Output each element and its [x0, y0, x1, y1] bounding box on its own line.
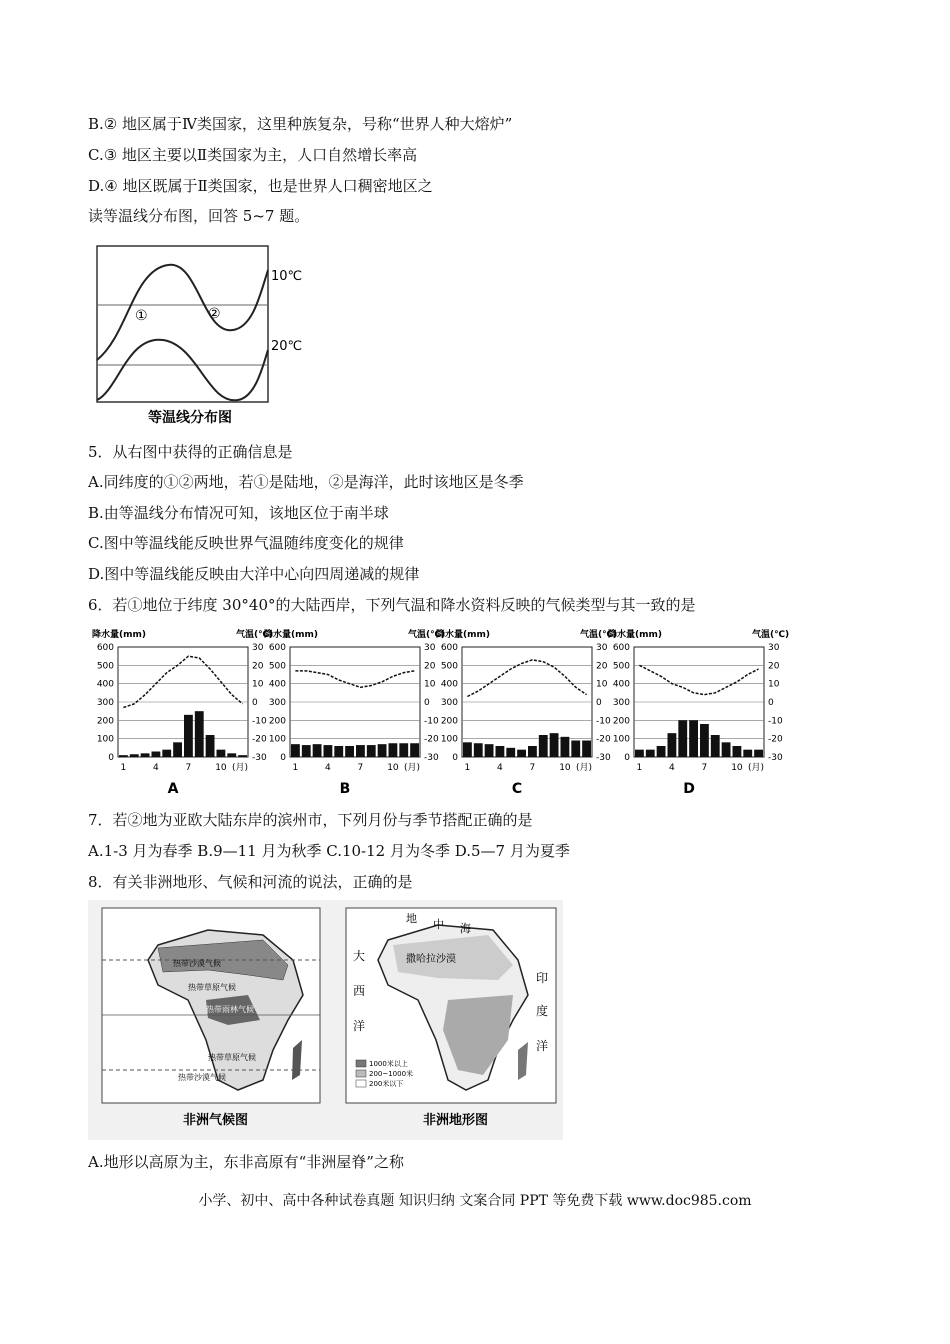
- precip-bar: [195, 711, 204, 757]
- temp-tick: -20: [252, 734, 267, 745]
- temp-tick: -30: [424, 753, 439, 763]
- precip-tick: 600: [268, 643, 286, 653]
- map-right-label-5: 西: [353, 984, 366, 998]
- map-right-label-sahara: 撒哈拉沙漠: [406, 954, 456, 965]
- isotherm-caption: 等温线分布图: [148, 410, 232, 426]
- precip-bar: [238, 755, 247, 757]
- precip-bar: [743, 750, 752, 757]
- temp-tick: 10: [252, 679, 264, 690]
- temp-tick: -10: [424, 716, 439, 727]
- precip-tick: 600: [612, 643, 630, 653]
- temp-tick: 30: [424, 643, 436, 653]
- q5-option-a: A.同纬度的①②两地，若①是陆地，②是海洋，此时该地区是冬季: [88, 473, 524, 491]
- precip-tick: 0: [280, 753, 286, 763]
- precip-bar: [722, 742, 731, 757]
- instruction-text: 读等温线分布图，回答 5~7 题。: [88, 207, 310, 225]
- temp-tick: 30: [252, 643, 264, 653]
- precip-bar: [367, 745, 376, 757]
- temp-tick: 10: [768, 679, 780, 690]
- temp-tick: 10: [596, 679, 608, 690]
- svg-text:200~1000米: 200~1000米: [369, 1070, 414, 1078]
- temp-tick: -20: [424, 734, 439, 745]
- temp-tick: -20: [596, 734, 611, 745]
- precip-tick: 300: [268, 698, 286, 708]
- precip-bar: [345, 746, 354, 757]
- map-left-label-5: 热带沙漠气候: [178, 1073, 226, 1082]
- temp-tick: -30: [596, 753, 611, 763]
- temp-tick: 0: [252, 698, 258, 708]
- month-tick: 10: [387, 763, 399, 773]
- month-tick: 1: [292, 763, 299, 773]
- precip-bar: [141, 753, 150, 757]
- precip-tick: 400: [612, 679, 630, 690]
- month-tick: 4: [325, 763, 331, 773]
- precip-bar: [217, 750, 226, 757]
- month-tick: 10: [731, 763, 743, 773]
- precip-axis-label: 降水量(mm): [264, 630, 318, 640]
- precip-bar: [528, 746, 537, 757]
- precip-tick: 200: [96, 716, 114, 727]
- precip-bar: [152, 752, 161, 758]
- precip-axis-label: 降水量(mm): [436, 630, 490, 640]
- precip-bar: [474, 743, 483, 757]
- map-right-label-4: 大: [353, 949, 366, 963]
- option-b-text: B.② 地区属于Ⅳ类国家，这里种族复杂，号称“世界人种大熔炉”: [88, 115, 513, 133]
- climate-charts-svg: [90, 625, 790, 797]
- precip-bar: [711, 735, 720, 757]
- precip-bar: [463, 742, 472, 757]
- temp-axis-label: 气温(℃): [408, 630, 446, 640]
- isotherm-figure: [88, 240, 318, 430]
- precip-tick: 300: [96, 698, 114, 708]
- temp-axis-label: 气温(℃): [752, 630, 790, 640]
- temp-line: [123, 656, 242, 707]
- month-tick: 4: [497, 763, 503, 773]
- q7-options: A.1-3 月为春季 B.9—11 月为秋季 C.10-12 月为冬季 D.5—7 月为夏季: [88, 842, 570, 860]
- precip-tick: 400: [440, 679, 458, 690]
- precip-tick: 200: [612, 716, 630, 727]
- temp-line: [295, 671, 414, 688]
- precip-bar: [561, 737, 570, 757]
- temp-tick: -10: [768, 716, 783, 727]
- temp-tick: -10: [596, 716, 611, 727]
- precip-bar: [733, 746, 742, 757]
- temp-tick: 30: [768, 643, 780, 653]
- month-tick: 7: [357, 763, 364, 773]
- precip-bar: [227, 753, 236, 757]
- temp-tick: -30: [768, 753, 783, 763]
- precip-bar: [378, 744, 387, 757]
- temp-tick: 0: [596, 698, 602, 708]
- isotherm-label-20: 20℃: [271, 339, 303, 354]
- svg-text:1000米以上: 1000米以上: [369, 1060, 408, 1068]
- precip-tick: 500: [440, 661, 458, 672]
- precip-bar: [313, 744, 322, 757]
- precip-bar: [635, 750, 644, 757]
- temp-tick: 10: [424, 679, 436, 690]
- temp-tick: 30: [596, 643, 608, 653]
- precip-tick: 300: [612, 698, 630, 708]
- temp-tick: 20: [768, 661, 780, 672]
- precip-tick: 500: [268, 661, 286, 672]
- precip-bar: [485, 744, 494, 757]
- map-right-label-6: 洋: [353, 1019, 366, 1033]
- month-tick: 1: [636, 763, 643, 773]
- precip-bar: [754, 750, 763, 757]
- climate-charts: [90, 625, 790, 797]
- map-right-label-1: 地: [406, 912, 417, 925]
- chart-title: D: [683, 781, 695, 797]
- precip-bar: [291, 744, 300, 757]
- question-6: 6．若①地位于纬度 30°40°的大陆西岸，下列气温和降水资料反映的气候类型与其一致的是: [88, 596, 696, 614]
- page-footer: 小学、初中、高中各种试卷真题 知识归纳 文案合同 PPT 等免费下载 www.doc985.com: [198, 1193, 752, 1209]
- precip-bar: [119, 755, 128, 757]
- precip-tick: 300: [440, 698, 458, 708]
- precip-bar: [324, 745, 333, 757]
- point-2-label: ②: [208, 306, 221, 322]
- month-tick: 7: [185, 763, 192, 773]
- precip-bar: [517, 750, 526, 757]
- map-right-label-8: 度: [536, 1004, 549, 1018]
- precip-bar: [700, 724, 709, 757]
- temp-tick: -10: [252, 716, 267, 727]
- precip-tick: 0: [624, 753, 630, 763]
- chart-title: B: [339, 781, 351, 797]
- q5-option-b: B.由等温线分布情况可知，该地区位于南半球: [88, 504, 389, 522]
- temp-tick: 0: [768, 698, 774, 708]
- temp-axis-label: 气温(℃): [236, 630, 274, 640]
- precip-bar: [550, 733, 559, 757]
- precip-bar: [389, 743, 398, 757]
- map-left-label-4: 热带草原气候: [208, 1053, 256, 1062]
- month-unit: (月): [747, 763, 765, 773]
- precip-bar: [302, 745, 311, 757]
- precip-bar: [689, 720, 698, 757]
- map-right-caption: 非洲地形图: [423, 1113, 489, 1128]
- precip-tick: 400: [96, 679, 114, 690]
- precip-bar: [130, 754, 139, 757]
- month-tick: 4: [153, 763, 159, 773]
- precip-tick: 600: [440, 643, 458, 653]
- chart-title: A: [167, 781, 179, 797]
- q8-option-a: A.地形以高原为主，东非高原有“非洲屋脊”之称: [88, 1153, 404, 1171]
- chart-title: C: [511, 781, 523, 797]
- precip-tick: 100: [96, 734, 114, 745]
- precip-tick: 600: [96, 643, 114, 653]
- map-left-label-2: 热带草原气候: [188, 983, 236, 992]
- temp-line: [639, 665, 758, 694]
- precip-tick: 200: [440, 716, 458, 727]
- point-1-label: ①: [135, 308, 148, 324]
- precip-tick: 100: [440, 734, 458, 745]
- q5-option-c: C.图中等温线能反映世界气温随纬度变化的规律: [88, 534, 404, 552]
- map-right-label-3: 海: [460, 922, 471, 935]
- month-tick: 7: [701, 763, 708, 773]
- precip-bar: [506, 748, 515, 757]
- month-tick: 10: [559, 763, 571, 773]
- precip-bar: [539, 735, 548, 757]
- precip-bar: [173, 742, 182, 757]
- q5-option-d: D.图中等温线能反映由大洋中心向四周递减的规律: [88, 565, 420, 583]
- month-unit: (月): [575, 763, 593, 773]
- map-right-label-2: 中: [433, 918, 444, 931]
- precip-bar: [184, 715, 193, 757]
- map-right-label-9: 洋: [536, 1039, 549, 1053]
- temp-tick: -30: [252, 753, 267, 763]
- month-tick: 7: [529, 763, 536, 773]
- month-unit: (月): [231, 763, 249, 773]
- map-right-label-7: 印: [536, 971, 549, 985]
- precip-bar: [678, 720, 687, 757]
- precip-tick: 0: [108, 753, 114, 763]
- precip-bar: [571, 741, 580, 758]
- temp-tick: 0: [424, 698, 430, 708]
- isotherm-label-10: 10℃: [271, 269, 303, 284]
- map-left-label-3: 热带雨林气候: [206, 1005, 254, 1014]
- precip-axis-label: 降水量(mm): [608, 630, 662, 640]
- precip-bar: [582, 741, 591, 758]
- temp-tick: 20: [596, 661, 608, 672]
- map-left-caption: 非洲气候图: [183, 1113, 249, 1128]
- option-c-text: C.③ 地区主要以Ⅱ类国家为主，人口自然增长率高: [88, 146, 418, 164]
- precip-bar: [646, 750, 655, 757]
- question-5: 5．从右图中获得的正确信息是: [88, 443, 293, 461]
- precip-bar: [668, 733, 677, 757]
- question-8: 8．有关非洲地形、气候和河流的说法，正确的是: [88, 873, 413, 891]
- month-tick: 10: [215, 763, 227, 773]
- precip-tick: 100: [268, 734, 286, 745]
- month-tick: 4: [669, 763, 675, 773]
- svg-text:200米以下: 200米以下: [369, 1080, 404, 1088]
- precip-tick: 500: [96, 661, 114, 672]
- precip-tick: 100: [612, 734, 630, 745]
- precip-tick: 0: [452, 753, 458, 763]
- precip-bar: [334, 746, 343, 757]
- option-d-text: D.④ 地区既属于Ⅱ类国家，也是世界人口稠密地区之: [88, 177, 433, 195]
- precip-axis-label: 降水量(mm): [92, 630, 146, 640]
- precip-bar: [399, 743, 408, 757]
- temp-tick: -20: [768, 734, 783, 745]
- precip-bar: [162, 750, 171, 757]
- temp-tick: 20: [252, 661, 264, 672]
- month-tick: 1: [464, 763, 471, 773]
- precip-bar: [410, 743, 419, 757]
- month-tick: 1: [120, 763, 127, 773]
- precip-tick: 500: [612, 661, 630, 672]
- precip-bar: [356, 745, 365, 757]
- temp-axis-label: 气温(℃): [580, 630, 618, 640]
- precip-bar: [496, 746, 505, 757]
- precip-tick: 400: [268, 679, 286, 690]
- question-7: 7．若②地为亚欧大陆东岸的滨州市，下列月份与季节搭配正确的是: [88, 811, 533, 829]
- month-unit: (月): [403, 763, 421, 773]
- precip-bar: [657, 746, 666, 757]
- africa-maps: [88, 900, 563, 1140]
- precip-tick: 200: [268, 716, 286, 727]
- map-left-label-1: 热带沙漠气候: [173, 959, 221, 968]
- temp-tick: 20: [424, 661, 436, 672]
- precip-bar: [206, 735, 215, 757]
